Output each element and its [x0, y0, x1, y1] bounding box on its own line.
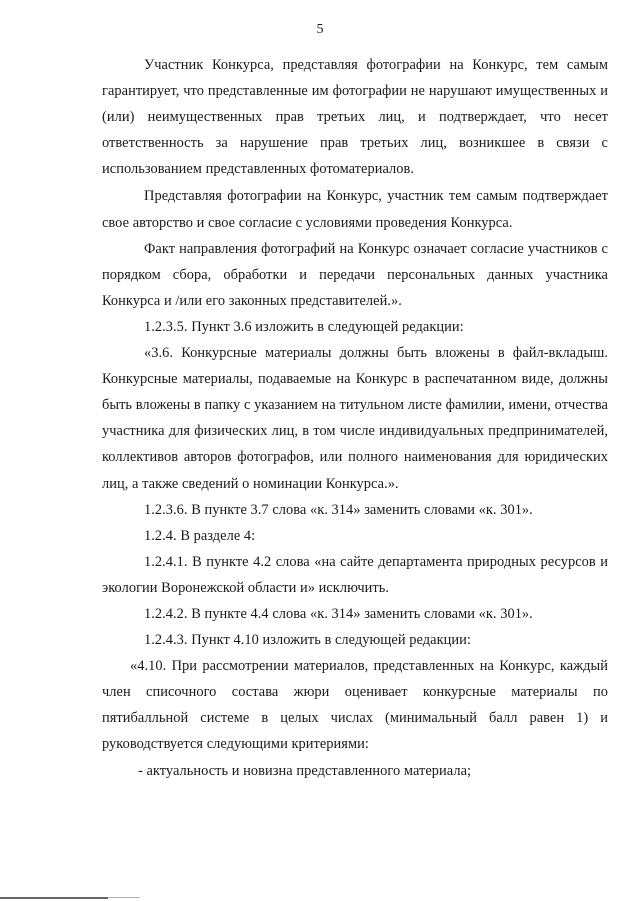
paragraph-clause-1-2-3-5: 1.2.3.5. Пункт 3.6 изложить в следующей редакции: [144, 318, 464, 335]
paragraph-authorship-consent: Представляя фотографии на Конкурс, участник тем самым подтверждает свое авторство и свое согласие с условиями проведения Конкурса. [102, 188, 608, 231]
paragraph-clause-4-10-text: «4.10. При рассмотрении материалов, представленных на Конкурс, каждый член списочного состава жюри оценивает конкурсные материалы по пятибалльной системе в целых числах (минимальный балл равен 1) и руководствуется следующими критериями: [102, 658, 608, 753]
document-body [102, 52, 608, 784]
paragraph-participant-guarantee: Участник Конкурса, представляя фотографии на Конкурс, тем самым гарантирует, что представленные им фотографии не нарушают имущественных и (или) неимущественных прав третьих лиц, и подтверждает, что несет ответственность за нарушение прав третьих лиц, возникшее в связи с использованием представленных фотоматериалов. [102, 57, 608, 178]
paragraph-clause-1-2-4: 1.2.4. В разделе 4: [144, 527, 256, 544]
paragraph-clause-1-2-3-6: 1.2.3.6. В пункте 3.7 слова «к. 314» заменить словами «к. 301». [144, 501, 533, 518]
paragraph-personal-data-consent: Факт направления фотографий на Конкурс означает согласие участников с порядком сбора, обработки и передачи персональных данных участника Конкурса и /или его законных представителей.». [102, 240, 608, 309]
paragraph-clause-1-2-4-3: 1.2.4.3. Пункт 4.10 изложить в следующей редакции: [144, 632, 471, 649]
paragraph-clause-3-6-text: «3.6. Конкурсные материалы должны быть вложены в файл-вкладыш. Конкурсные материалы, подаваемые на Конкурс в распечатанном виде, должны быть вложены в папку с указанием на титульном листе фамилии, имени, отчества участника для физических лиц, в том числе индивидуальных предпринимателей, коллективов авторов фотографов, или полного наименования для юридических лиц, а также сведений о номинации Конкурса.». [102, 345, 608, 492]
paragraph-clause-1-2-4-1: 1.2.4.1. В пункте 4.2 слова «на сайте департамента природных ресурсов и экологии Воронежской области и» исключить. [102, 553, 608, 596]
scan-edge-line [0, 897, 108, 899]
scan-edge-line-faint [108, 897, 140, 898]
list-item-criterion: - актуальность и новизна представленного материала; [138, 762, 472, 779]
paragraph-clause-1-2-4-2: 1.2.4.2. В пункте 4.4 слова «к. 314» заменить словами «к. 301». [144, 605, 533, 622]
page-number: 5 [316, 22, 324, 37]
